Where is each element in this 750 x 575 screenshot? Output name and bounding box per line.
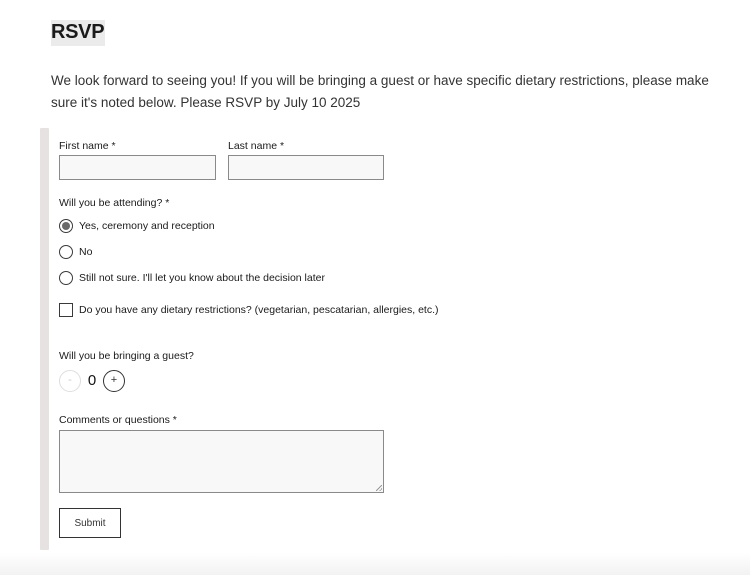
radio-selected-dot: [62, 222, 70, 230]
last-name-label: Last name *: [228, 140, 285, 152]
attending-label: Will you be attending? *: [59, 197, 170, 209]
guest-label: Will you be bringing a guest?: [59, 350, 194, 362]
comments-label: Comments or questions *: [59, 414, 177, 426]
page-title: RSVP: [51, 20, 105, 46]
radio-unsure[interactable]: [59, 271, 73, 285]
attending-option-yes[interactable]: [59, 218, 215, 234]
comments-textarea[interactable]: [59, 430, 384, 493]
attending-option-label: Yes, ceremony and reception: [79, 220, 215, 232]
guest-decrement-button[interactable]: -: [59, 370, 81, 392]
last-name-input[interactable]: [228, 155, 384, 180]
guest-increment-button[interactable]: +: [103, 370, 125, 392]
dietary-restrictions-option[interactable]: [59, 302, 439, 318]
attending-option-label: Still not sure. I'll let you know about the decision later: [79, 272, 325, 284]
guest-stepper: [59, 369, 125, 392]
attending-option-unsure[interactable]: [59, 270, 325, 286]
radio-yes[interactable]: [59, 219, 73, 233]
dietary-label: Do you have any dietary restrictions? (vegetarian, pescatarian, allergies, etc.): [79, 304, 439, 316]
submit-button[interactable]: Submit: [59, 508, 121, 538]
attending-option-no[interactable]: [59, 244, 92, 260]
resize-grip-icon[interactable]: [376, 485, 382, 491]
first-name-label: First name *: [59, 140, 116, 152]
attending-option-label: No: [79, 246, 93, 258]
dietary-checkbox[interactable]: [59, 303, 73, 317]
radio-no[interactable]: [59, 245, 73, 259]
page-bottom-edge: [0, 553, 750, 575]
form-accent-bar: [40, 128, 49, 550]
guest-count: 0: [87, 372, 97, 389]
intro-text: We look forward to seeing you! If you will be bringing a guest or have specific dietary restrictions, please make sure it's noted below. Please RSVP by July 10 2025: [51, 73, 709, 110]
first-name-input[interactable]: [59, 155, 216, 180]
